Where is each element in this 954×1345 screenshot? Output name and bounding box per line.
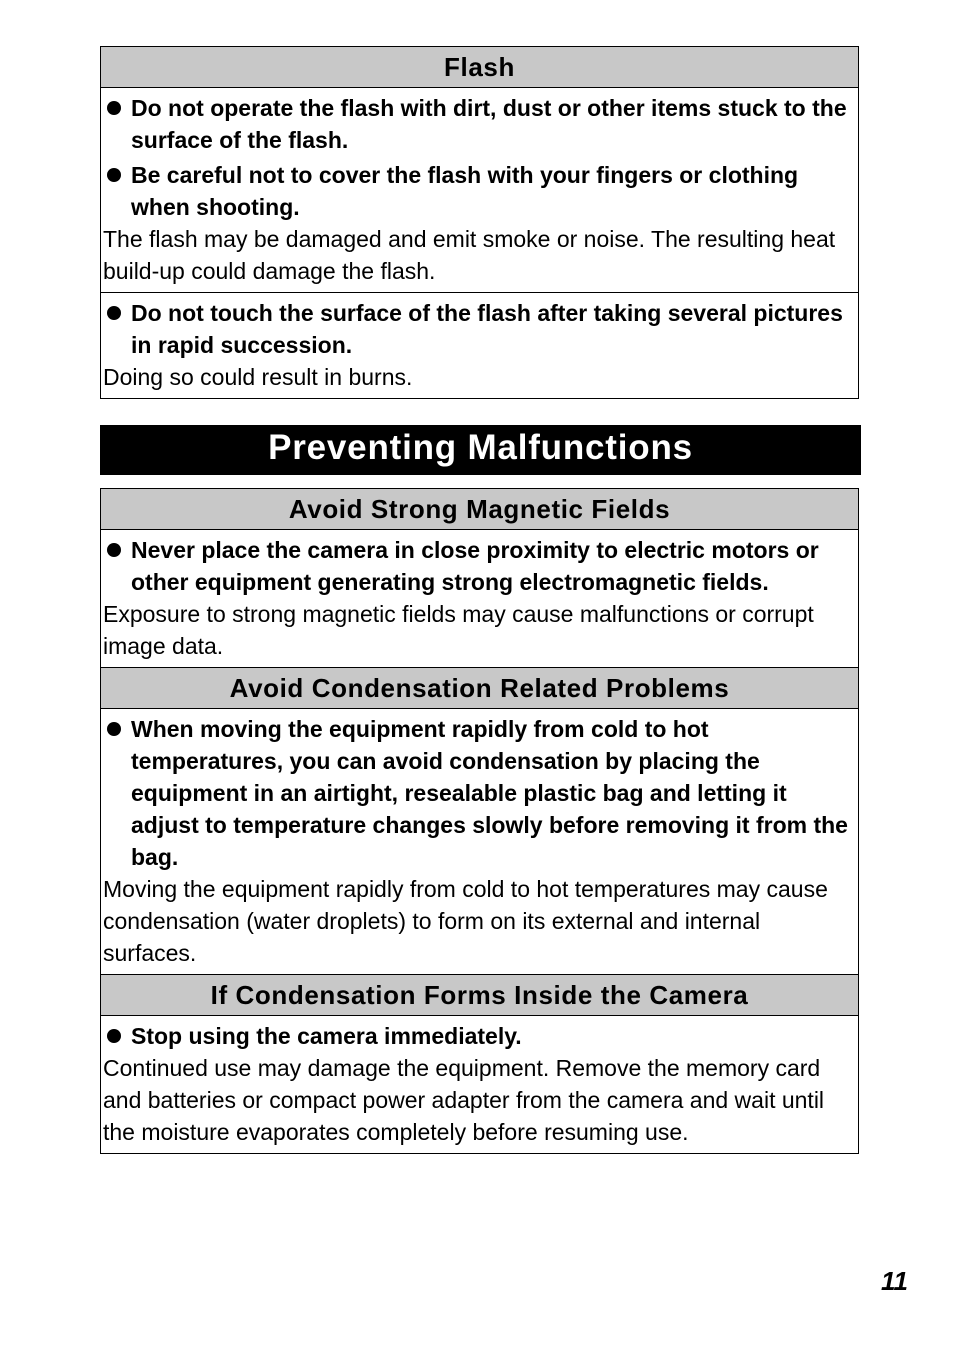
page-number: 11 — [881, 1266, 908, 1296]
bullet-item — [103, 92, 856, 156]
bullet-item — [103, 1020, 856, 1052]
note-text: Continued use may damage the equipment. Remove the memory card and batteries or compact power adapter from the camera and wait until the moisture evaporates completely before resuming use. — [103, 1055, 825, 1145]
bullet-item — [103, 297, 856, 361]
condensation-heading: Avoid Condensation Related Problems — [101, 667, 858, 709]
section-title: Preventing Malfunctions — [100, 425, 861, 475]
bullet-text: Stop using the camera immediately. — [131, 1023, 522, 1049]
condensation-group — [101, 709, 858, 974]
note-text: The flash may be damaged and emit smoke or noise. The resulting heat build-up could damage the flash. — [103, 226, 836, 284]
bullet-text: Do not operate the flash with dirt, dust or other items stuck to the surface of the flash. — [131, 95, 847, 153]
inside-group — [101, 1016, 858, 1153]
flash-group-1 — [101, 88, 858, 292]
bullet-dot-icon — [107, 101, 121, 115]
magnetic-group — [101, 530, 858, 667]
flash-box — [100, 46, 859, 399]
bullet-item — [103, 159, 856, 223]
bullet-item — [103, 534, 856, 598]
bullet-text: Be careful not to cover the flash with your fingers or clothing when shooting. — [131, 162, 799, 220]
bullet-dot-icon — [107, 306, 121, 320]
inside-heading: If Condensation Forms Inside the Camera — [101, 974, 858, 1016]
bullet-text: Do not touch the surface of the flash after taking several pictures in rapid succession. — [131, 300, 843, 358]
bullet-dot-icon — [107, 543, 121, 557]
magnetic-heading: Avoid Strong Magnetic Fields — [101, 489, 858, 530]
bullet-dot-icon — [107, 1029, 121, 1043]
flash-group-2 — [101, 292, 858, 398]
bullet-item — [103, 713, 856, 873]
flash-heading: Flash — [101, 47, 858, 88]
note-text: Exposure to strong magnetic fields may cause malfunctions or corrupt image data. — [103, 601, 814, 659]
bullet-text: When moving the equipment rapidly from cold to hot temperatures, you can avoid condensation by placing the equipment in an airtight, resealable plastic bag and letting it adjust to temperature changes slowly before removing it from the bag. — [131, 716, 848, 870]
bullet-text: Never place the camera in close proximity to electric motors or other equipment generating strong electromagnetic fields. — [131, 537, 819, 595]
bullet-dot-icon — [107, 722, 121, 736]
note-text: Moving the equipment rapidly from cold to hot temperatures may cause condensation (water droplets) to form on its external and internal surfaces. — [103, 876, 828, 966]
malfunctions-box — [100, 488, 859, 1154]
bullet-dot-icon — [107, 168, 121, 182]
note-text: Doing so could result in burns. — [103, 364, 413, 390]
